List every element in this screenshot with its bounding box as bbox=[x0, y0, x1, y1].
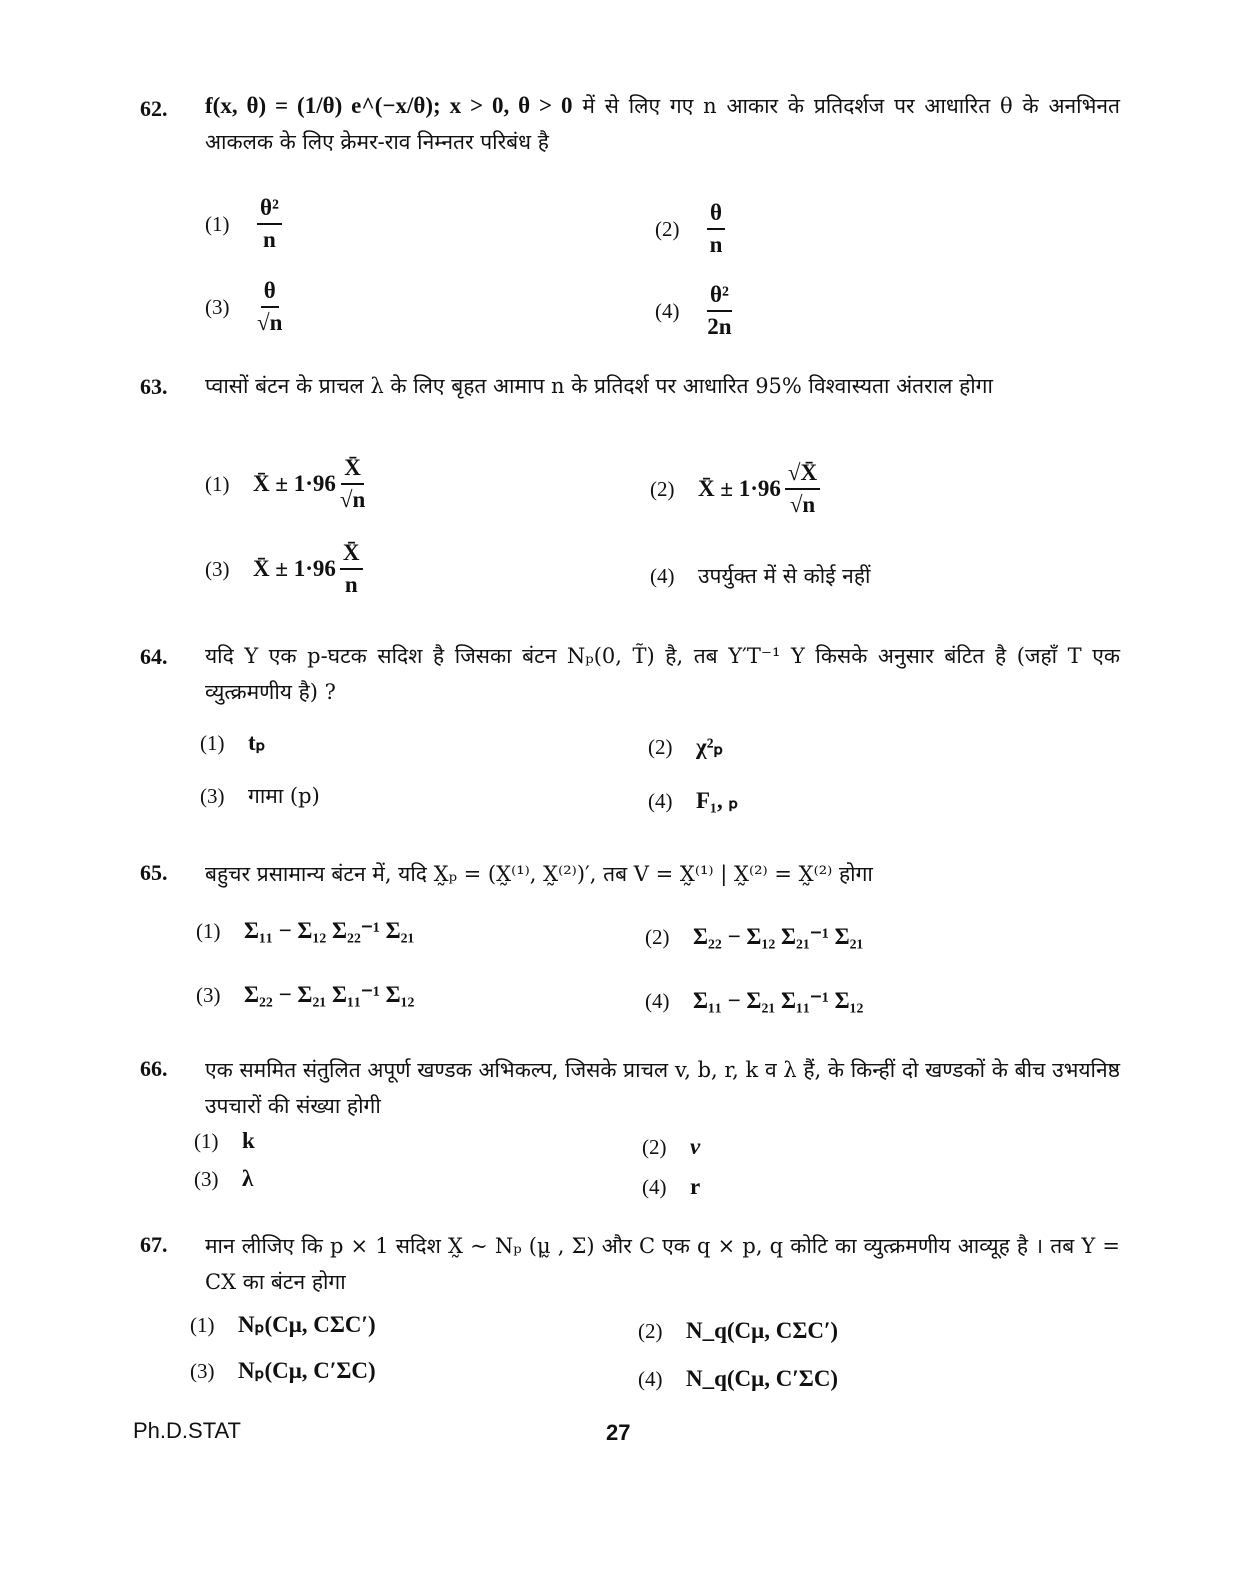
fraction: $\frac{\text{θ²}}{2n}$ bbox=[707, 282, 732, 339]
fraction: $\frac{√X̄}{√n}$ bbox=[785, 460, 820, 518]
question-text: मान लीजिए कि p × 1 सदिश X̰ ~ Nₚ (μ̰ , Σ) और C एक q × p, q कोटि का व्युत्क्रमणीय आव्यूह है । तब Y = CX का बंटन होगा bbox=[205, 1234, 1120, 1294]
option-65-1[interactable]: (1) Σ₁₁ − Σ₁₂ Σ₂₂⁻¹ Σ₂₁ bbox=[196, 918, 415, 943]
page-number: 27 bbox=[606, 1420, 631, 1445]
question-number: 63. bbox=[140, 374, 168, 399]
option-67-2[interactable]: (2) N_q(Cμ, CΣC′) bbox=[638, 1318, 839, 1343]
question-62 bbox=[140, 88, 1120, 160]
question-64 bbox=[140, 638, 1120, 710]
option-62-4[interactable]: (4) $\frac{\text{θ²}}{2n}$ bbox=[655, 282, 732, 339]
fraction: $\frac{\theta}{n}$ bbox=[707, 200, 725, 258]
option-63-3[interactable]: (3) X̄ ± 1·96 $\frac{X̄}{n}$ bbox=[205, 540, 367, 598]
option-65-2[interactable]: (2) Σ₂₂ − Σ₁₂ Σ₂₁⁻¹ Σ₂₁ bbox=[645, 924, 864, 949]
option-62-1[interactable]: (1) $\frac{\text{θ²}}{n}$ bbox=[205, 195, 286, 253]
option-65-4[interactable]: (4) Σ₁₁ − Σ₂₁ Σ₁₁⁻¹ Σ₁₂ bbox=[645, 988, 864, 1013]
option-63-2[interactable]: (2) X̄ ± 1·96 $\frac{√X̄}{√n}$ bbox=[650, 460, 824, 518]
fraction: $\frac{X̄}{n}$ bbox=[340, 540, 363, 598]
question-number: 64. bbox=[140, 644, 168, 669]
exam-code: Ph.D.STAT bbox=[133, 1418, 241, 1443]
option-67-1[interactable]: (1) Nₚ(Cμ, CΣC′) bbox=[190, 1312, 376, 1337]
question-text: प्वासों बंटन के प्राचल λ के लिए बृहत आमाप n के प्रतिदर्श पर आधारित 95% विश्वास्यता अंतराल होगा bbox=[205, 374, 993, 398]
question-67 bbox=[140, 1228, 1120, 1300]
option-63-4[interactable]: (4) उपर्युक्त में से कोई नहीं bbox=[650, 563, 871, 588]
option-67-3[interactable]: (3) Nₚ(Cμ, C′ΣC) bbox=[190, 1358, 376, 1383]
question-65 bbox=[140, 856, 1120, 892]
question-number: 66. bbox=[140, 1056, 168, 1081]
option-66-1[interactable]: (1) k bbox=[194, 1128, 255, 1153]
option-64-2[interactable]: (2) χ²ₚ bbox=[648, 734, 724, 759]
question-63 bbox=[140, 368, 1120, 404]
question-body: में से लिए गए n आकार के प्रतिदर्शज पर आधारित θ के अनभिनत आकलक के लिए क्रेमर-राव निम्नतर परिबंध है bbox=[205, 94, 1120, 154]
question-text: बहुचर प्रसामान्य बंटन में, यदि X̰ₚ = (X̰⁽¹⁾, X̰⁽²⁾)′, तब V = X̰⁽¹⁾ | X̰⁽²⁾ = X̰⁽²⁾ होगा bbox=[205, 862, 873, 886]
option-62-2[interactable]: (2) $\frac{\theta}{n}$ bbox=[655, 200, 729, 258]
option-62-3[interactable]: (3) $\frac{\theta}{√n}$ bbox=[205, 278, 283, 335]
option-64-1[interactable]: (1) tₚ bbox=[200, 730, 266, 755]
option-64-3[interactable]: (3) गामा (p) bbox=[200, 783, 320, 808]
question-66 bbox=[140, 1052, 1120, 1124]
question-text: यदि Y एक p-घटक सदिश है जिसका बंटन Nₚ(0, T̃) है, तब Y′T⁻¹ Y किसके अनुसार बंटित है (जहाँ T एक व्युत्क्रमणीय है) ? bbox=[205, 644, 1120, 704]
question-text: एक सममित संतुलित अपूर्ण खण्डक अभिकल्प, जिसके प्राचल v, b, r, k व λ हैं, के किन्हीं दो खण्डकों के बीच उभयनिष्ठ उपचारों की संख्या होगी bbox=[205, 1058, 1120, 1118]
fraction: $\frac{\theta}{√n}$ bbox=[257, 278, 283, 335]
option-66-2[interactable]: (2) v bbox=[642, 1134, 701, 1159]
question-number: 67. bbox=[140, 1232, 168, 1257]
option-66-3[interactable]: (3) λ bbox=[194, 1166, 254, 1191]
option-63-1[interactable]: (1) X̄ ± 1·96 $\frac{X̄}{√n}$ bbox=[205, 455, 366, 512]
fraction: $\frac{X̄}{√n}$ bbox=[339, 455, 366, 512]
question-text bbox=[205, 88, 1120, 160]
fraction: $\frac{\text{θ²}}{n}$ bbox=[257, 195, 282, 253]
option-66-4[interactable]: (4) r bbox=[642, 1174, 701, 1199]
option-64-4[interactable]: (4) F₁, ₚ bbox=[648, 788, 739, 813]
question-number: 62. bbox=[140, 96, 168, 121]
option-67-4[interactable]: (4) N_q(Cμ, C′ΣC) bbox=[638, 1366, 839, 1391]
option-65-3[interactable]: (3) Σ₂₂ − Σ₂₁ Σ₁₁⁻¹ Σ₁₂ bbox=[196, 982, 415, 1007]
question-formula: f(x, θ) = (1/θ) e^(−x/θ); x > 0, θ > 0 bbox=[205, 93, 573, 118]
question-number: 65. bbox=[140, 860, 168, 885]
